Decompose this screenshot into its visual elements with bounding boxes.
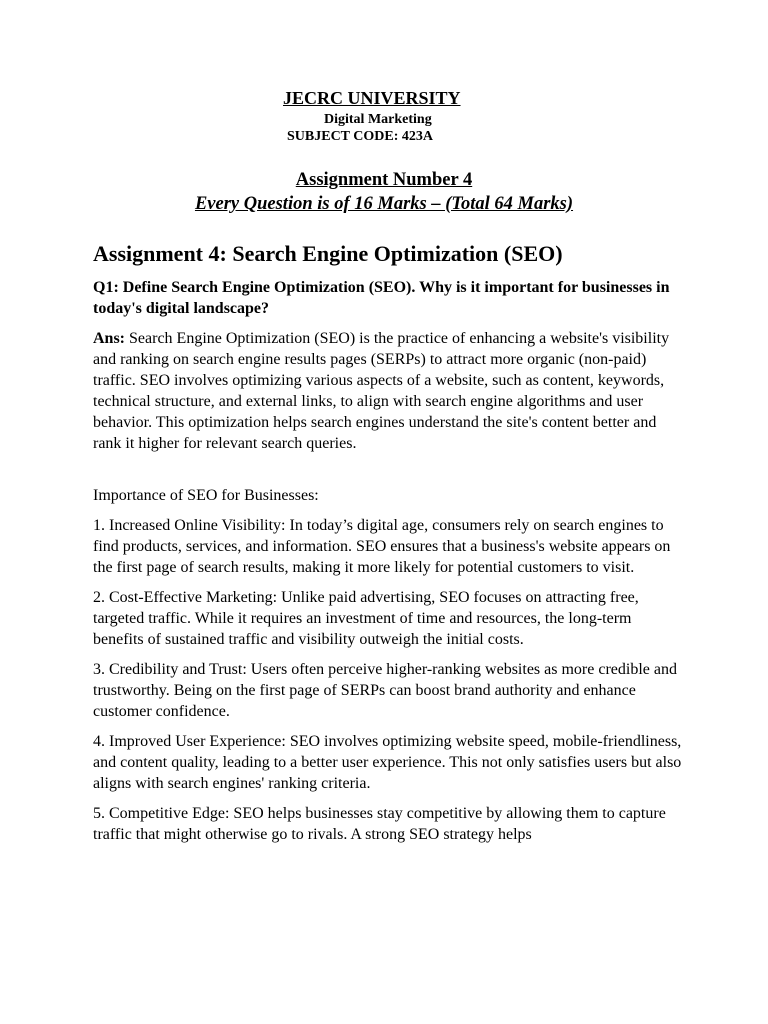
answer-paragraph xyxy=(93,328,683,454)
point-4: 4. Improved User Experience: SEO involves optimizing website speed, mobile-friendliness, and content quality, leading to a better user experience. This not only satisfies users but also aligns with search engines' ranking criteria. xyxy=(93,733,682,792)
question-1: Q1: Define Search Engine Optimization (SEO). Why is it important for businesses in today's digital landscape? xyxy=(93,279,670,317)
point-5: 5. Competitive Edge: SEO helps businesses stay competitive by allowing them to capture traffic that might otherwise go to rivals. A strong SEO strategy helps xyxy=(93,805,666,843)
point-1: 1. Increased Online Visibility: In today’s digital age, consumers rely on search engines to find products, services, and information. SEO ensures that a business's website appears on the first page of search results, making it more likely for potential customers to visit. xyxy=(93,517,671,576)
subject-code: SUBJECT CODE: 423A xyxy=(287,129,433,144)
blank-line xyxy=(93,463,683,485)
point-2: 2. Cost-Effective Marketing: Unlike paid advertising, SEO focuses on attracting free, targeted traffic. While it requires an investment of time and resources, the long-term benefits of sustained traffic and visibility outweigh the initial costs. xyxy=(93,589,639,648)
point-3: 3. Credibility and Trust: Users often perceive higher-ranking websites as more credible and trustworthy. Being on the first page of SERPs can boost brand authority and enhance customer confidence. xyxy=(93,661,677,720)
document-title: Assignment 4: Search Engine Optimization (SEO) xyxy=(93,241,563,266)
answer-text: Search Engine Optimization (SEO) is the practice of enhancing a website's visibility and ranking on search engine results pages (SERPs) to attract more organic (non-paid) traffic. SEO involves optimizing various aspects of a website, such as content, keywords, technical structure, and external links, to align with search engine algorithms and user behavior. This optimization helps search engines understand the site's content better and rank it higher for relevant search queries. xyxy=(93,330,670,452)
importance-heading: Importance of SEO for Businesses: xyxy=(93,487,319,504)
answer-label: Ans: xyxy=(93,330,126,347)
subject-name: Digital Marketing xyxy=(324,112,432,127)
marks-note: Every Question is of 16 Marks – (Total 64 Marks) xyxy=(194,194,574,214)
document-body xyxy=(93,240,683,854)
university-name: JECRC UNIVERSITY xyxy=(283,88,461,108)
assignment-number: Assignment Number 4 xyxy=(295,170,473,190)
